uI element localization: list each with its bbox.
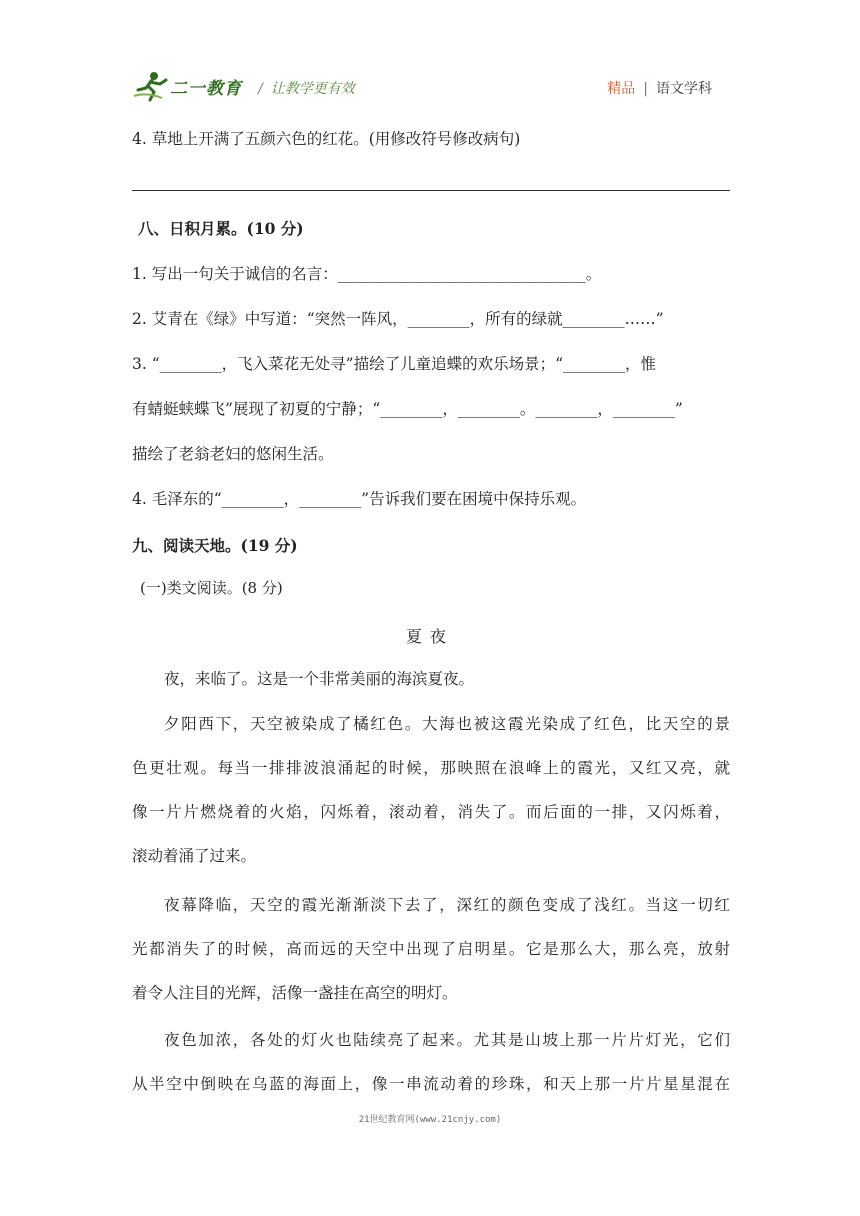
logo-text: 二一教育 — [170, 79, 242, 99]
page-header — [132, 66, 732, 106]
paragraph-line: 色更壮观。每当一排排波浪涌起的时候，那映照在浪峰上的霞光，又红又亮，就 — [132, 759, 730, 777]
runner-logo-icon — [132, 70, 172, 102]
logo — [132, 70, 242, 100]
passage-paragraph-2 — [132, 702, 730, 878]
question-8-2: 2. 艾青在《绿》中写道：“突然一阵风，________，所有的绿就________……” — [132, 310, 664, 328]
question-7-4: 4. 草地上开满了五颜六色的红花。(用修改符号修改病句) — [132, 130, 521, 148]
paragraph-line: 从半空中倒映在乌蓝的海面上，像一串流动着的珍珠，和天上那一片片星星混在 — [132, 1075, 730, 1093]
paragraph-line: 夜幕降临，天空的霞光渐渐淡下去了，深红的颜色变成了浅红。当这一切红 — [164, 896, 730, 914]
paragraph-line: 夕阳西下，天空被染成了橘红色。大海也被这霞光染成了红色，比天空的景 — [164, 715, 730, 733]
subject-label: 语文学科 — [656, 81, 712, 97]
section-9-heading: 九、阅读天地。(19 分) — [132, 536, 298, 555]
paragraph-line: 夜色加浓，各处的灯火也陆续亮了起来。尤其是山坡上那一片片灯光，它们 — [164, 1031, 730, 1049]
subsection-heading: (一)类文阅读。(8 分) — [140, 579, 283, 597]
answer-line[interactable] — [132, 190, 730, 191]
question-8-3-line-3: 描绘了老翁老妇的悠闲生活。 — [132, 445, 334, 463]
premium-label: 精品 — [607, 81, 636, 97]
passage-paragraph-1: 夜，来临了。这是一个非常美丽的海滨夏夜。 — [164, 670, 475, 688]
slogan: / 让教学更有效 — [258, 81, 355, 97]
question-8-3-line-1: 3. “________，飞入菜花无处寻”描绘了儿童追蝶的欢乐场景；“________，惟 — [132, 355, 656, 373]
section-8-heading: 八、日积月累。(10 分) — [138, 219, 304, 238]
paragraph-line: 着令人注目的光辉，活像一盏挂在高空的明灯。 — [132, 984, 458, 1002]
question-8-4: 4. 毛泽东的“________，________”告诉我们要在困境中保持乐观。 — [132, 490, 587, 508]
passage-title: 夏夜 — [405, 627, 454, 646]
passage-paragraph-3 — [132, 883, 730, 1015]
passage-paragraph-4 — [132, 1018, 730, 1106]
header-subject: 精品 | 语文学科 — [607, 81, 712, 97]
question-8-3-line-2: 有蜻蜓蛱蝶飞”展现了初夏的宁静；“________，________。________，________” — [132, 400, 683, 418]
paragraph-line: 光都消失了的时候，高而远的天空中出现了启明星。它是那么大，那么亮，放射 — [132, 940, 730, 958]
paragraph-line: 滚动着涌了过来。 — [132, 847, 257, 865]
question-8-1: 1. 写出一句关于诚信的名言：________________________________。 — [132, 265, 602, 283]
page-footer: 21世纪教育网(www.21cnjy.com) — [358, 1115, 502, 1125]
paragraph-line: 像一片片燃烧着的火焰，闪烁着，滚动着，消失了。而后面的一排，又闪烁着， — [132, 803, 730, 821]
